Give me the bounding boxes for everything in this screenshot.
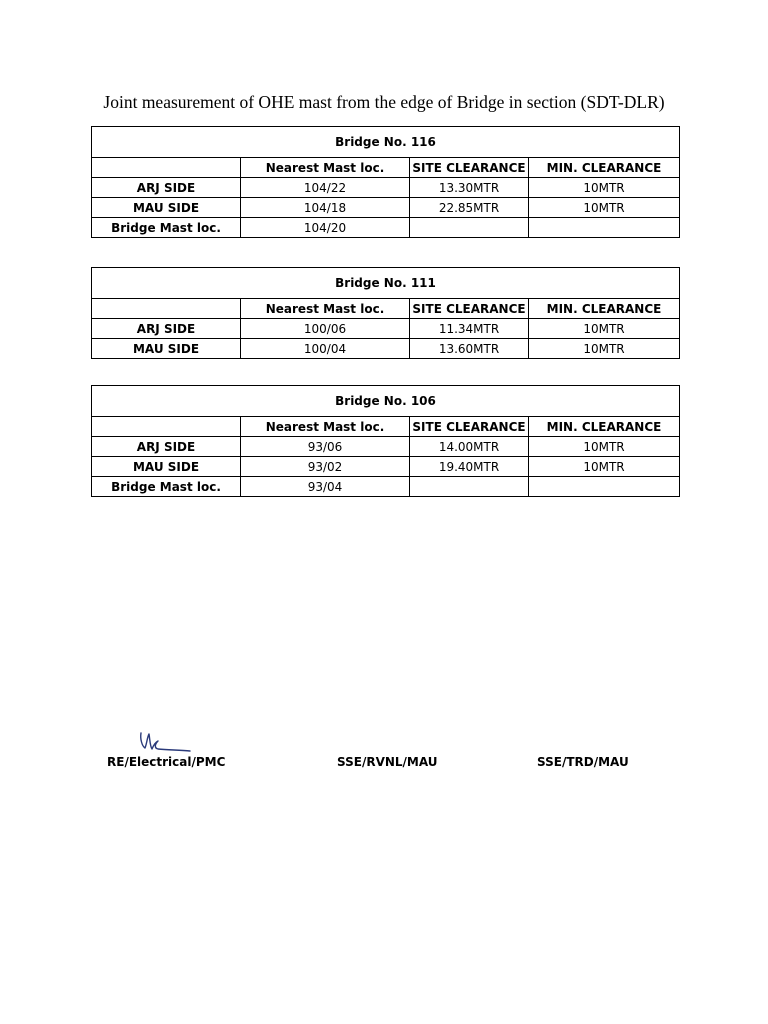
row-label: ARJ SIDE — [92, 437, 241, 457]
row-label: ARJ SIDE — [92, 178, 241, 198]
mast-loc-cell: 104/22 — [241, 178, 410, 198]
header-min-clearance: MIN. CLEARANCE — [529, 299, 680, 319]
header-min-clearance: MIN. CLEARANCE — [529, 158, 680, 178]
site-clearance-cell: 19.40MTR — [410, 457, 529, 477]
mast-loc-cell: 104/18 — [241, 198, 410, 218]
min-clearance-cell: 10MTR — [529, 178, 680, 198]
site-clearance-cell: 13.30MTR — [410, 178, 529, 198]
table-row — [92, 178, 680, 198]
header-nearest-mast: Nearest Mast loc. — [241, 417, 410, 437]
header-site-clearance: SITE CLEARANCE — [410, 299, 529, 319]
header-site-clearance: SITE CLEARANCE — [410, 158, 529, 178]
min-clearance-cell: 10MTR — [529, 457, 680, 477]
site-clearance-cell — [410, 477, 529, 497]
bridge-106-table — [91, 385, 680, 497]
bridge-116-table — [91, 126, 680, 238]
min-clearance-cell: 10MTR — [529, 319, 680, 339]
row-label: MAU SIDE — [92, 198, 241, 218]
site-clearance-cell: 22.85MTR — [410, 198, 529, 218]
table-row — [92, 477, 680, 497]
signature-re-electrical-pmc: RE/Electrical/PMC — [107, 755, 226, 769]
site-clearance-cell — [410, 218, 529, 238]
table-caption: Bridge No. 111 — [92, 268, 680, 299]
table-row — [92, 339, 680, 359]
page-title: Joint measurement of OHE mast from the edge of Bridge in section (SDT-DLR) — [103, 92, 665, 112]
min-clearance-cell — [529, 218, 680, 238]
header-empty-cell — [92, 299, 241, 319]
table-caption: Bridge No. 106 — [92, 386, 680, 417]
table-caption: Bridge No. 116 — [92, 127, 680, 158]
row-label: Bridge Mast loc. — [92, 477, 241, 497]
table-row — [92, 319, 680, 339]
table-row — [92, 437, 680, 457]
header-min-clearance: MIN. CLEARANCE — [529, 417, 680, 437]
mast-loc-cell: 100/06 — [241, 319, 410, 339]
min-clearance-cell: 10MTR — [529, 198, 680, 218]
mast-loc-cell: 104/20 — [241, 218, 410, 238]
row-label: MAU SIDE — [92, 457, 241, 477]
signature-mark — [136, 730, 194, 756]
site-clearance-cell: 11.34MTR — [410, 319, 529, 339]
table-row — [92, 218, 680, 238]
table-row — [92, 198, 680, 218]
site-clearance-cell: 14.00MTR — [410, 437, 529, 457]
header-site-clearance: SITE CLEARANCE — [410, 417, 529, 437]
header-nearest-mast: Nearest Mast loc. — [241, 158, 410, 178]
table-row — [92, 457, 680, 477]
mast-loc-cell: 93/06 — [241, 437, 410, 457]
min-clearance-cell — [529, 477, 680, 497]
header-empty-cell — [92, 417, 241, 437]
header-empty-cell — [92, 158, 241, 178]
site-clearance-cell: 13.60MTR — [410, 339, 529, 359]
signature-sse-trd-mau: SSE/TRD/MAU — [537, 755, 629, 769]
min-clearance-cell: 10MTR — [529, 437, 680, 457]
row-label: Bridge Mast loc. — [92, 218, 241, 238]
min-clearance-cell: 10MTR — [529, 339, 680, 359]
header-nearest-mast: Nearest Mast loc. — [241, 299, 410, 319]
row-label: ARJ SIDE — [92, 319, 241, 339]
signature-sse-rvnl-mau: SSE/RVNL/MAU — [337, 755, 438, 769]
row-label: MAU SIDE — [92, 339, 241, 359]
mast-loc-cell: 93/02 — [241, 457, 410, 477]
bridge-111-table — [91, 267, 680, 359]
mast-loc-cell: 100/04 — [241, 339, 410, 359]
mast-loc-cell: 93/04 — [241, 477, 410, 497]
